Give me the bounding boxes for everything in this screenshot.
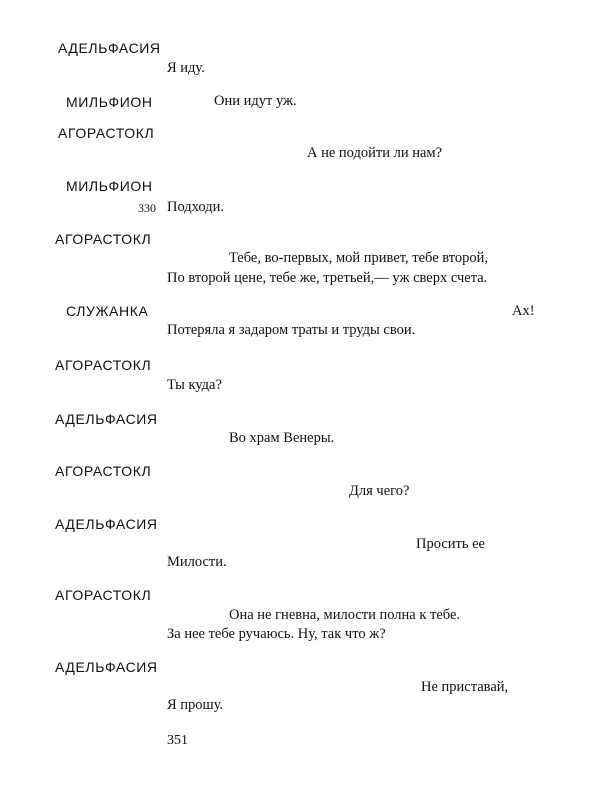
speaker-name: МИЛЬФИОН [66,94,153,110]
dialogue-line: Милости. [167,554,227,570]
dialogue-line: За нее тебе ручаюсь. Ну, так что ж? [167,626,386,642]
line-number: 330 [138,201,156,215]
speaker-name: МИЛЬФИОН [66,178,153,194]
speaker-name: АГОРАСТОКЛ [58,125,155,141]
speaker-name: СЛУЖАНКА [66,303,149,319]
dialogue-line: Они идут уж. [214,93,297,109]
dialogue-line: Просить ее [416,536,485,552]
speaker-name: АДЕЛЬФАСИЯ [55,516,158,532]
dialogue-line: Тебе, во-первых, мой привет, тебе второй, [229,250,489,266]
dialogue-line: Ах! [512,303,535,319]
dialogue-line: По второй цене, тебе же, третьей,— уж сверх счета. [167,270,488,286]
speaker-name: АДЕЛЬФАСИЯ [55,659,158,675]
page-number: 351 [167,733,188,748]
dialogue-line: Ты куда? [167,377,222,393]
speaker-name: АДЕЛЬФАСИЯ [55,411,158,427]
speaker-name: АГОРАСТОКЛ [55,463,152,479]
dialogue-line: Не приставай, [421,679,509,695]
dialogue-line: Подходи. [167,199,224,215]
dialogue-line: Я иду. [167,60,205,76]
dialogue-line: Потеряла я задаром траты и труды свои. [167,322,416,338]
speaker-name: АГОРАСТОКЛ [55,587,152,603]
dialogue-line: Во храм Венеры. [229,430,335,446]
speaker-name: АГОРАСТОКЛ [55,357,152,373]
dialogue-line: А не подойти ли нам? [307,145,443,161]
speaker-name: АГОРАСТОКЛ [55,231,152,247]
speaker-name: АДЕЛЬФАСИЯ [58,40,161,56]
dialogue-line: Для чего? [349,483,410,499]
dialogue-line: Я прошу. [167,697,224,713]
dialogue-line: Она не гневна, милости полна к тебе. [229,607,461,623]
